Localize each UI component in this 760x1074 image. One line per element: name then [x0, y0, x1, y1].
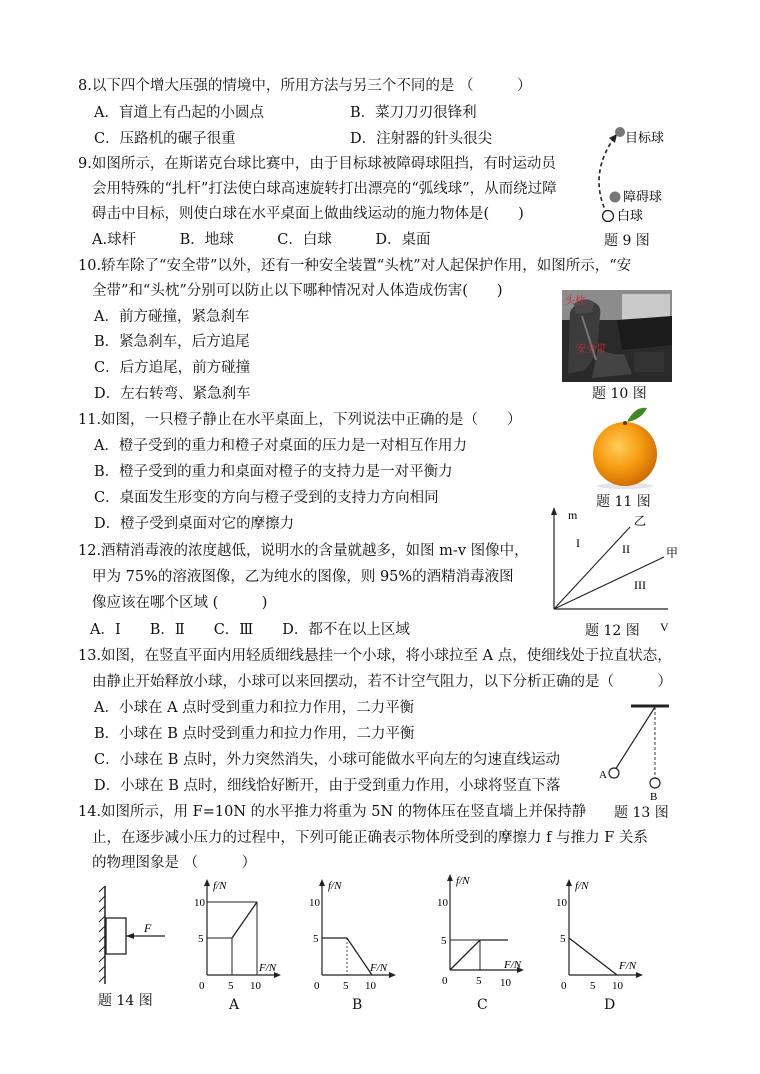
q12-label-jia: 甲 [666, 546, 679, 560]
q12-line3: 像应该在哪个区域 ( ) [92, 595, 268, 611]
q11-option-d: D．橙子受到桌面对它的摩擦力 [94, 516, 295, 532]
q12-axis-m: m [568, 508, 578, 522]
q12-axis-v: V [660, 620, 669, 634]
q13-line2: 由静止开始释放小球，小球可以来回摆动，若不计空气阻力，以下分析正确的是（ ） [92, 674, 672, 690]
q13-string-a [615, 707, 655, 770]
q9-caption: 题 9 图 [604, 233, 650, 249]
q14-block [106, 918, 126, 954]
q9-white-ball [603, 211, 614, 222]
q12-options: A．Ⅰ B．Ⅱ C．Ⅲ D．都不在以上区域 [90, 622, 410, 638]
q9-white-label: 白球 [617, 208, 644, 223]
q13-label-a: A [599, 769, 607, 781]
q9-target-label: 目标球 [625, 130, 665, 145]
q9-obstacle-label: 障碍球 [623, 189, 663, 204]
q10-option-d: D．左右转弯、紧急刹车 [94, 386, 251, 402]
q14-d-ylabel: f/N [575, 880, 589, 892]
q14-a-curve [232, 902, 257, 938]
q8-option-b: B．菜刀刀刃很锋利 [350, 105, 477, 121]
q11-orange [593, 422, 657, 486]
q14-c-tick-5: 5 [441, 935, 447, 947]
q12-label-yi: 乙 [634, 514, 647, 528]
q9-target-ball [615, 127, 625, 137]
q11-caption: 题 11 图 [596, 494, 651, 510]
q13-pendulum-figure [595, 698, 675, 803]
q14-a-tick-10: 10 [194, 897, 205, 909]
q10-caption: 题 10 图 [592, 386, 647, 402]
q12-graph [540, 505, 680, 635]
q14-line1: 14.如图所示，用 F=10N 的水平推力将重为 5N 的物体压在竖直墙上并保持静 [78, 804, 587, 820]
q14-b-tick-10: 10 [309, 897, 320, 909]
q14-label-b: B [352, 997, 363, 1013]
q14-line3: 的物理图象是 （ ） [92, 855, 257, 871]
q14-a-ylabel: f/N [213, 880, 227, 892]
q8-stem: 8.以下四个增大压强的情境中，所用方法与另三个不同的是 （ ） [78, 78, 532, 94]
q13-option-a: A．小球在 A 点时受到重力和拉力作用，二力平衡 [94, 700, 415, 716]
q9-figure [585, 118, 680, 228]
q14-d-curve [569, 938, 617, 975]
q8-option-d: D．注射器的针头很尖 [350, 131, 493, 147]
q14-c-ylabel: f/N [456, 875, 470, 887]
q14-c-curve [450, 940, 508, 970]
q12-line2: 甲为 75%的溶液图像，乙为纯水的图像，则 95%的酒精消毒液图 [92, 569, 514, 585]
q14-graph-b [308, 877, 398, 995]
q14-b-xtick-10: 10 [365, 980, 376, 992]
q14-graph-d [555, 877, 645, 995]
q14-a-xtick-5: 5 [228, 980, 234, 992]
q14-label-c: C [477, 997, 488, 1013]
q14-force-label: F [144, 921, 152, 935]
q9-arrow-head [609, 134, 617, 143]
q14-graph-c [436, 872, 526, 990]
q14-c-xlabel: F/N [504, 959, 522, 971]
q14-line2: 止，在逐步减小压力的过程中，下列可能正确表示物体所受到的摩擦力 f 与推力 F 关系 [92, 830, 648, 846]
q14-label-d: D [604, 997, 616, 1013]
q14-d-xtick-10: 10 [612, 980, 623, 992]
q14-a-xtick-10: 10 [250, 980, 261, 992]
q14-wall-figure [95, 880, 175, 990]
q12-caption: 题 12 图 [585, 623, 640, 639]
q14-a-xlabel: F/N [259, 962, 277, 974]
q14-b-xtick-5: 5 [343, 980, 349, 992]
q13-ball-a [609, 768, 619, 778]
q12-region-1: I [576, 536, 580, 550]
q9-line2: 会用特殊的“扎杆”打法使白球高速旋转打出漂亮的“弧线球”，从而绕过障 [92, 181, 557, 197]
q10-headrest-label: 头枕 [565, 296, 585, 307]
q14-c-xtick-5: 5 [476, 975, 482, 987]
q12-line1: 12.酒精消毒液的浓度越低，说明水的含量就越多，如图 m-v 图像中， [78, 543, 529, 559]
q14-d-xtick-5: 5 [590, 980, 596, 992]
q14-d-tick-5: 5 [560, 933, 566, 945]
q14-a-tick-5: 5 [198, 933, 204, 945]
q9-options: A.球杆 B．地球 C．白球 D．桌面 [92, 232, 431, 248]
q13-caption: 题 13 图 [614, 805, 669, 821]
q14-b-ylabel: f/N [328, 880, 342, 892]
q14-b-tick-5: 5 [313, 933, 319, 945]
q9-obstacle-ball [610, 192, 621, 203]
q11-option-c: C．桌面发生形变的方向与橙子受到的支持力方向相同 [94, 490, 439, 506]
q13-option-b: B．小球在 B 点时受到重力和拉力作用，二力平衡 [94, 726, 415, 742]
q14-c-tick-10: 10 [437, 897, 448, 909]
q13-option-d: D．小球在 B 点时，细线恰好断开，由于受到重力作用，小球将竖直下落 [94, 778, 561, 794]
q14-d-tick-10: 10 [556, 897, 567, 909]
q8-option-c: C．压路机的碾子很重 [94, 131, 236, 147]
q12-line-jia [554, 557, 664, 609]
q14-b-xlabel: F/N [370, 962, 388, 974]
q14-d-tick-0: 0 [561, 980, 567, 992]
q14-b-tick-0: 0 [314, 980, 320, 992]
q8-option-a: A．盲道上有凸起的小圆点 [94, 105, 264, 121]
q10-car-photo [562, 290, 672, 382]
q11-stem: 11.如图，一只橙子静止在水平桌面上，下列说法中正确的是（ ） [78, 412, 522, 428]
q10-option-a: A．前方碰撞，紧急刹车 [94, 309, 250, 325]
q13-ball-b [650, 778, 660, 788]
q11-leaf [627, 408, 647, 422]
q14-a-tick-0: 0 [199, 980, 205, 992]
q12-line-yi [554, 527, 630, 609]
q14-c-tick-0: 0 [442, 975, 448, 987]
q10-option-b: B．紧急刹车，后方追尾 [94, 334, 250, 350]
q9-line1: 9.如图所示，在斯诺克台球比赛中，由于目标球被障碍球阻挡，有时运动员 [78, 156, 556, 172]
q14-c-xtick-10: 10 [500, 977, 511, 989]
q11-option-b: B．橙子受到的重力和桌面对橙子的支持力是一对平衡力 [94, 464, 453, 480]
q9-line3: 碍击中目标，则使白球在水平桌面上做曲线运动的施力物体是( ) [92, 206, 524, 222]
q10-line1: 10.轿车除了“安全带”以外，还有一种安全装置“头枕”对人起保护作用，如图所示，“安 [78, 258, 632, 274]
q14-graph-a [193, 877, 283, 995]
q11-option-a: A．橙子受到的重力和橙子对桌面的压力是一对相互作用力 [94, 438, 467, 454]
q13-line1: 13.如图，在竖直平面内用轻质细线悬挂一个小球，将小球拉至 A 点，使细线处于拉直状态， [78, 648, 672, 664]
q14-caption: 题 14 图 [98, 993, 153, 1009]
q10-option-c: C．后方追尾，前方碰撞 [94, 360, 251, 376]
q10-line2: 全带”和“头枕”分别可以防止以下哪种情况对人体造成伤害( ) [92, 283, 503, 299]
q14-d-xlabel: F/N [619, 960, 637, 972]
q13-label-b: B [650, 791, 658, 803]
q12-region-3: III [634, 578, 646, 592]
q10-belt-label: 安全带 [576, 344, 606, 355]
q14-label-a: A [229, 997, 240, 1013]
q11-orange-figure [585, 402, 665, 490]
q13-option-c: C．小球在 B 点时，外力突然消失，小球可能做水平向左的匀速直线运动 [94, 752, 560, 768]
q12-region-2: II [622, 542, 630, 556]
